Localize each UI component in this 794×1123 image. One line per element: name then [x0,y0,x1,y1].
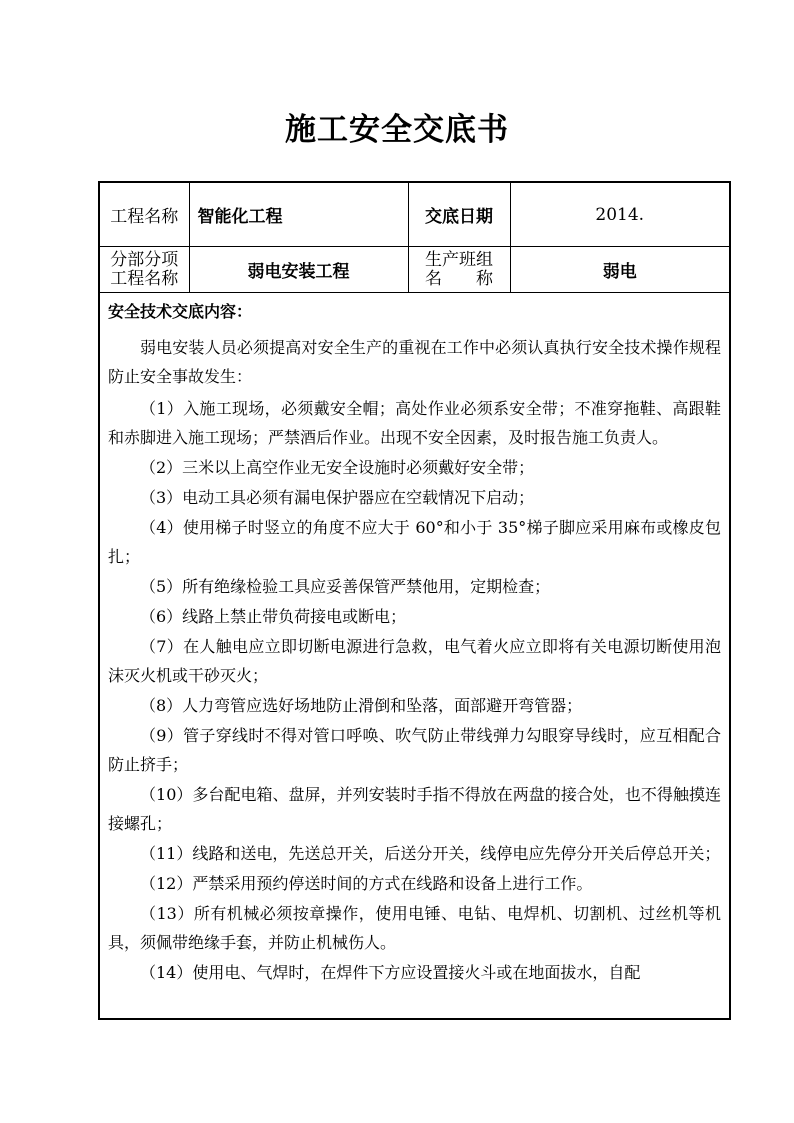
safety-item: （6）线路上禁止带负荷接电或断电； [140,607,407,626]
content-heading: 安全技术交底内容： [108,302,253,321]
safety-item: （7）在人触电应立即切断电源进行急救，电气着火应立即将有关电源切断使用泡沫灭火机或干砂灭火； [108,637,721,685]
team-value: 弱电 [510,247,729,293]
document-title: 施工安全交底书 [285,112,509,148]
safety-items-list [108,394,721,987]
safety-item: （9）管子穿线时不得对管口呼唤、吹气防止带线弹力勾眼穿导线时，应互相配合防止挤手； [108,726,721,774]
safety-item: （14）使用电、气焊时，在焊件下方应设置接火斗或在地面拔水，自配 [140,963,641,982]
sub-project-value: 弱电安装工程 [189,247,408,293]
header-row-2 [100,247,729,293]
briefing-content [100,293,729,987]
safety-item: （5）所有绝缘检验工具应妥善保管严禁他用，定期检查； [140,577,551,596]
safety-briefing-form [98,181,731,1020]
team-label-line-2: 名 称 [425,268,493,289]
safety-item: （1）入施工现场，必须戴安全帽；高处作业必须系安全带；不准穿拖鞋、高跟鞋和赤脚进入施工现场；严禁酒后作业。出现不安全因素，及时报告施工负责人。 [108,399,721,447]
sub-project-label [100,247,189,293]
content-intro: 弱电安装人员必须提高对安全生产的重视在工作中必须认真执行安全技术操作规程防止安全事故发生： [108,338,721,386]
date-value: 2014. [510,183,729,247]
safety-item: （3）电动工具必须有漏电保护器应在空载情况下启动； [140,488,535,507]
safety-item: （10）多台配电箱、盘屏，并列安装时手指不得放在两盘的接合处，也不得触摸连接螺孔； [108,785,721,833]
project-name-label: 工程名称 [100,183,189,247]
project-name-value: 智能化工程 [189,183,408,247]
safety-item: （8）人力弯管应选好场地防止滑倒和坠落，面部避开弯管器； [140,696,583,715]
sub-project-label-line-1: 分部分项 [110,249,179,270]
team-label-line-1: 生产班组 [425,249,493,270]
header-table [100,183,729,293]
safety-item: （12）严禁采用预约停送时间的方式在线路和设备上进行工作。 [140,874,593,893]
safety-item: （4）使用梯子时竖立的角度不应大于 60°和小于 35°梯子脚应采用麻布或橡皮包扎； [108,518,721,566]
safety-item: （2）三米以上高空作业无安全设施时必须戴好安全带； [140,458,535,477]
safety-item: （13）所有机械必须按章操作，使用电锤、电钻、电焊机、切割机、过丝机等机具，须佩带绝缘手套，并防止机械伤人。 [108,904,721,952]
safety-item: （11）线路和送电，先送总开关，后送分开关，线停电应先停分开关后停总开关； [140,844,721,863]
header-row-1 [100,183,729,247]
team-label [408,247,510,293]
sub-project-label-line-2: 工程名称 [110,268,179,289]
date-label: 交底日期 [408,183,510,247]
